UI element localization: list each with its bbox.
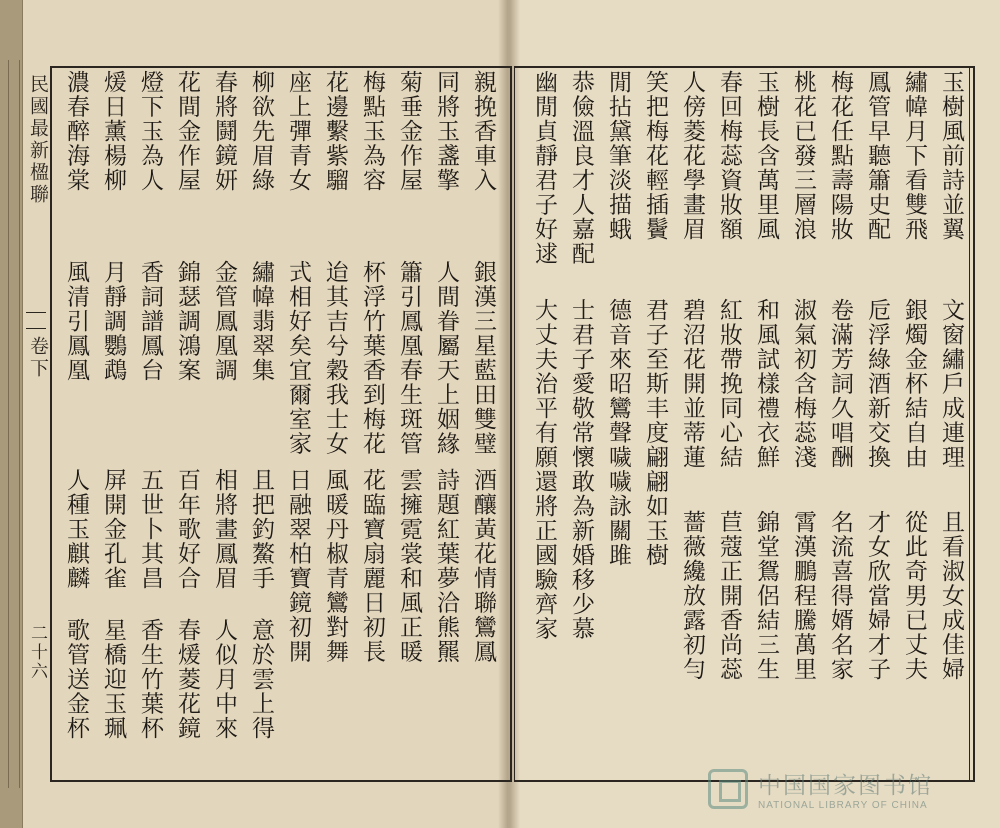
couplet-line: 春回梅蕊資妝額 [716,70,742,242]
couplet-line: 銀燭金杯結自由 [901,298,927,470]
couplet-line: 柳欲先眉綠 [248,70,274,193]
couplet-line: 杯浮竹葉香到梅花 [359,260,385,456]
couplet-line: 五世卜其昌 [137,468,163,591]
couplet-line: 香詞譜鳳台 [137,260,163,383]
couplet-line: 酒釀黃花情聯鸞鳳 [470,468,496,664]
couplet-line: 月靜調鸚鵡 [100,260,126,383]
couplet-line: 且把釣鰲手 [248,468,274,591]
couplet-line: 和風試樣禮衣鮮 [753,298,779,470]
page-number: 二十六 [27,624,47,681]
couplet-line: 香生竹葉杯 [137,618,163,741]
couplet-line: 才女欣當婦才子 [864,510,890,682]
couplet-line: 玉樹風前詩並翼 [938,70,964,242]
couplet-line: 人似月中來 [211,618,237,741]
page-banner [24,66,51,778]
couplet-line: 屏開金孔雀 [100,468,126,591]
couplet-line: 銀漢三星藍田雙璧 [470,260,496,456]
couplet-line: 菊垂金作屋 [396,70,422,193]
couplet-line: 春將鬪鏡妍 [211,70,237,193]
couplet-line: 星橋迎玉珮 [100,618,126,741]
watermark-en: NATIONAL LIBRARY OF CHINA [758,800,928,811]
couplet-line: 百年歌好合 [174,468,200,591]
couplet-line: 且看淑女成佳婦 [938,510,964,682]
couplet-line: 日融翠柏寶鏡初開 [285,468,311,664]
couplet-line: 淑氣初含梅蕊淺 [790,298,816,470]
couplet-line: 德音來昭鸞聲噦噦詠關雎 [605,298,631,568]
couplet-line: 笑把梅花輕插鬢 [642,70,668,242]
banner-rule [26,328,46,329]
couplet-line: 繡幃月下看雙飛 [901,70,927,242]
couplet-line: 詩題紅葉夢洽熊羆 [433,468,459,664]
couplet-line: 意於雲上得 [248,618,274,741]
couplet-line: 花間金作屋 [174,70,200,193]
couplet-line: 卷滿芳詞久唱酬 [827,298,853,470]
couplet-line: 風清引鳳凰 [63,260,89,383]
couplet-line: 大丈夫治平有願還將正國驗齊家 [531,298,557,641]
couplet-line: 式相好矣宜爾室家 [285,260,311,456]
couplet-line: 人間眷屬天上姻緣 [433,260,459,456]
couplet-line: 恭儉溫良才人嘉配 [568,70,594,266]
couplet-line: 雲擁霓裳和風正暖 [396,468,422,664]
couplet-line: 親挽香車入 [470,70,496,193]
couplet-line: 碧沼花開並蒂蓮 [679,298,705,470]
couplet-line: 錦堂鴛侶結三生 [753,510,779,682]
couplet-line: 士君子愛敬常懷敢為新婚移少慕 [568,298,594,641]
couplet-line: 梅花任點壽陽妝 [827,70,853,242]
couplet-line: 閒拈黛筆淡描蛾 [605,70,631,242]
couplet-line: 歌管送金杯 [63,618,89,741]
book-title: 民國最新楹聯 [27,74,49,206]
couplet-line: 相將畫鳳眉 [211,468,237,591]
volume-label: 卷下 [27,336,49,380]
couplet-line: 梅點玉為容 [359,70,385,193]
couplet-line: 花邊繫紫騮 [322,70,348,193]
couplet-line: 座上彈青女 [285,70,311,193]
couplet-line: 紅妝帶挽同心結 [716,298,742,470]
library-watermark [708,764,978,814]
couplet-line: 桃花已發三層浪 [790,70,816,242]
couplet-line: 迨其吉兮穀我士女 [322,260,348,456]
couplet-line: 風暖丹椒青鸞對舞 [322,468,348,664]
couplet-line: 苣蔻正開香尚蕊 [716,510,742,682]
couplet-line: 名流喜得婿名家 [827,510,853,682]
couplet-line: 人種玉麒麟 [63,468,89,591]
banner-rule [26,312,46,313]
couplet-line: 幽閒貞靜君子好逑 [531,70,557,266]
couplet-line: 霄漢鵬程騰萬里 [790,510,816,682]
couplet-line: 卮浮綠酒新交換 [864,298,890,470]
couplet-line: 簫引鳳凰春生斑管 [396,260,422,456]
couplet-line: 燈下玉為人 [137,70,163,193]
couplet-line: 君子至斯丰度翩翩如玉樹 [642,298,668,568]
couplet-line: 人傍菱花學畫眉 [679,70,705,242]
couplet-line: 金管鳳凰調 [211,260,237,383]
couplet-line: 錦瑟調鴻案 [174,260,200,383]
page-edges-lines [8,60,20,788]
couplet-line: 薔薇纔放露初勻 [679,510,705,682]
couplet-line: 玉樹長含萬里風 [753,70,779,242]
couplet-line: 同將玉盞擎 [433,70,459,193]
couplet-line: 鳳管早聽簫史配 [864,70,890,242]
couplet-line: 從此奇男已丈夫 [901,510,927,682]
couplet-line: 文窗繡戶成連理 [938,298,964,470]
couplet-line: 濃春醉海棠 [63,70,89,193]
couplet-line: 繡幃翡翠集 [248,260,274,383]
couplet-line: 春煖菱花鏡 [174,618,200,741]
library-logo-icon [708,769,748,809]
watermark-cn: 中国国家图书馆 [758,773,933,799]
couplet-line: 花臨寶扇麗日初長 [359,468,385,664]
couplet-line: 煖日薰楊柳 [100,70,126,193]
